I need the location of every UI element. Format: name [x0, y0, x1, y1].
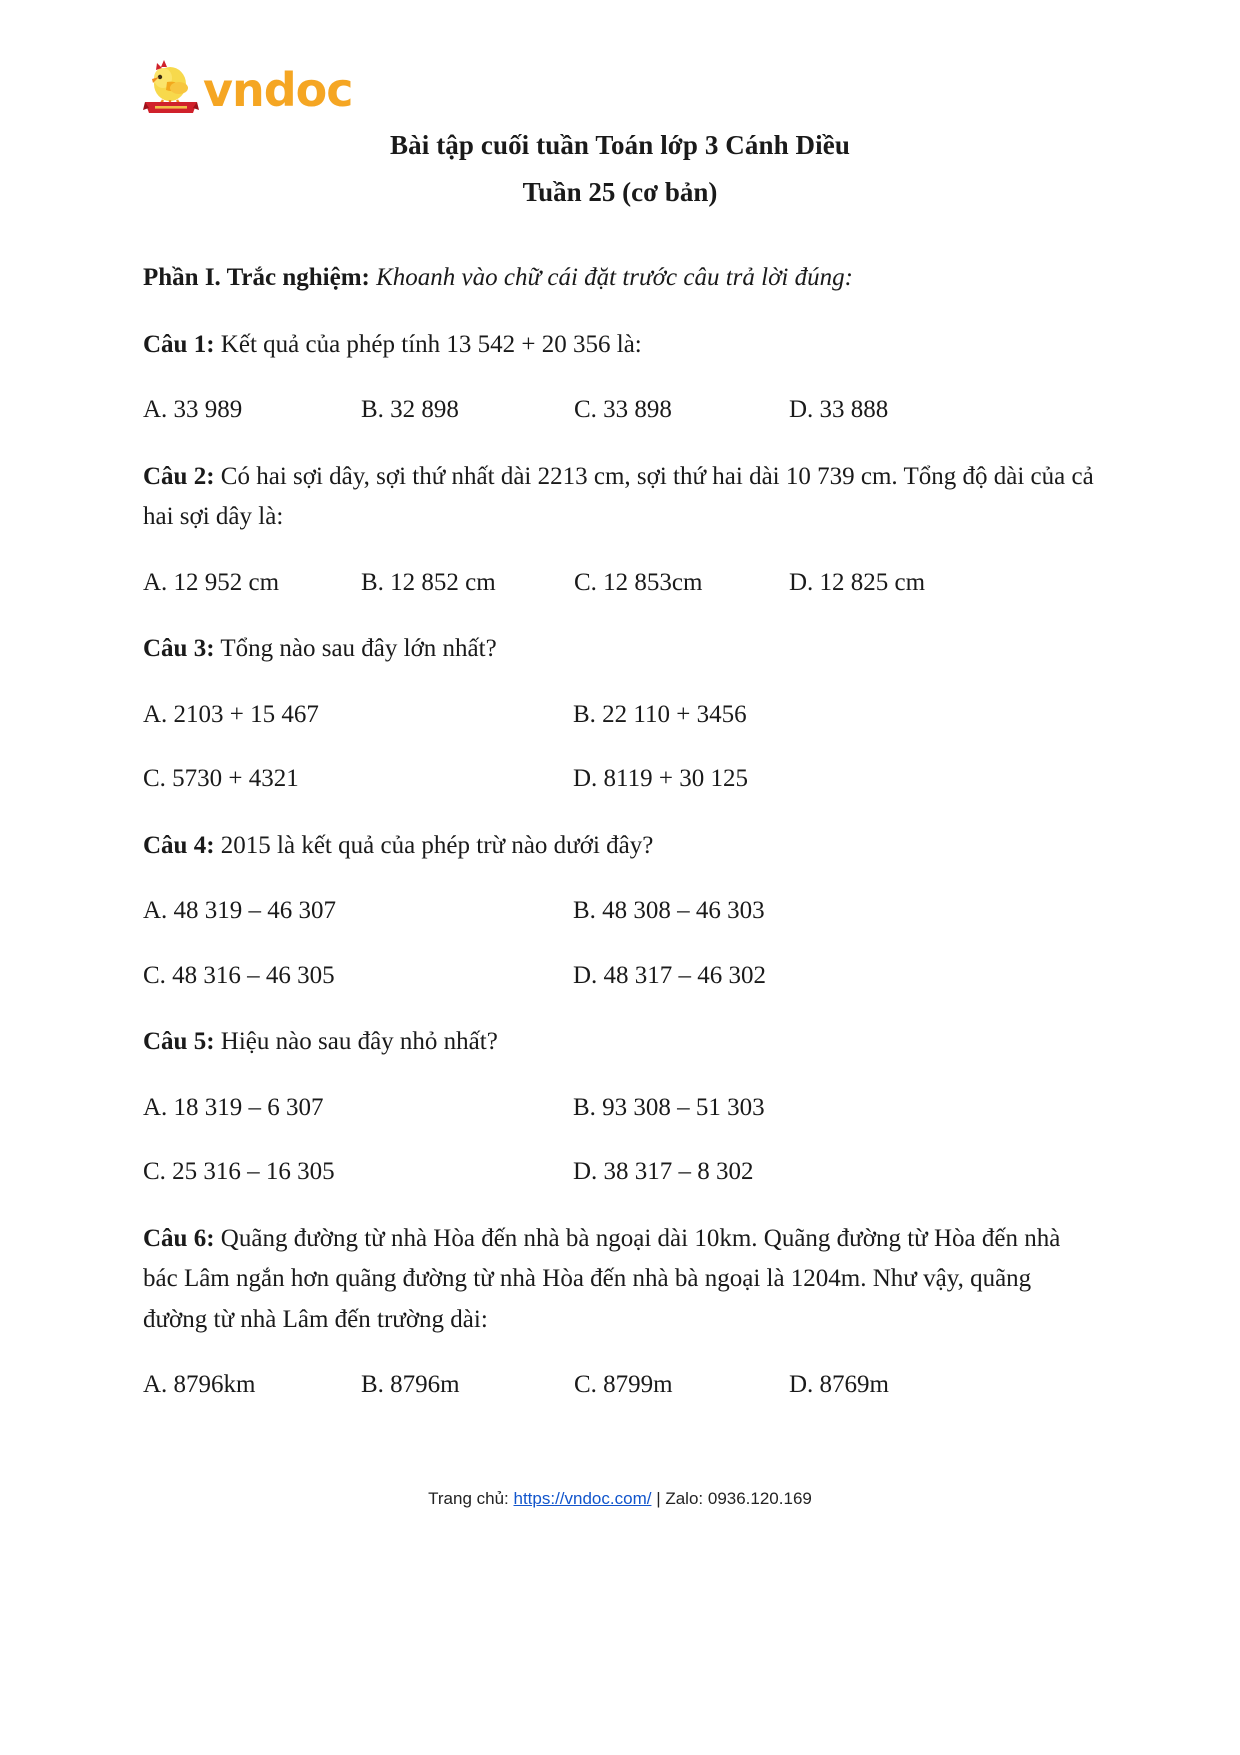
question-3-number: Câu 3:: [143, 635, 215, 662]
question-1: [143, 325, 1098, 429]
question-4-options-row-2: [143, 957, 1098, 995]
question-5-option-b[interactable]: B. 93 308 – 51 303: [573, 1093, 765, 1121]
question-5-options-row-2: [143, 1153, 1098, 1191]
question-3-option-d[interactable]: D. 8119 + 30 125: [573, 765, 748, 792]
question-4-text: [143, 826, 1098, 867]
question-3-options-row-2: [143, 760, 1098, 798]
question-2-number: Câu 2:: [143, 462, 215, 490]
question-6-option-b[interactable]: B. 8796m: [361, 1371, 460, 1398]
question-2-options: [143, 564, 1098, 602]
question-4-options-row-1: [143, 892, 1098, 930]
question-1-option-c[interactable]: C. 33 898: [574, 396, 672, 423]
question-4-body: 2015 là kết quả của phép trừ nào dưới đây?: [214, 831, 654, 859]
question-1-number: Câu 1:: [143, 330, 215, 358]
question-1-text: [143, 325, 1098, 366]
section-heading: [143, 258, 1098, 299]
worksheet-content: [143, 258, 1098, 1432]
question-3: [143, 629, 1098, 798]
question-5-options: [143, 1089, 1098, 1191]
question-5-body: Hiệu nào sau đây nhỏ nhất?: [214, 1028, 498, 1055]
page-subtitle: Tuần 25 (cơ bản): [522, 177, 718, 207]
question-5-option-a[interactable]: A. 18 319 – 6 307: [143, 1093, 324, 1121]
question-3-options: [143, 696, 1098, 798]
question-3-text: [143, 629, 1098, 670]
question-5-number: Câu 5:: [143, 1028, 215, 1055]
question-2-option-d[interactable]: D. 12 825 cm: [789, 568, 926, 596]
question-6: [143, 1219, 1098, 1404]
question-1-body: Kết quả của phép tính 13 542 + 20 356 là:: [214, 330, 642, 358]
footer-home-link[interactable]: https://vndoc.com/: [513, 1489, 652, 1508]
footer-zalo: Zalo: 0936.120.169: [665, 1489, 812, 1508]
page-footer: [0, 1489, 1240, 1509]
question-1-option-a[interactable]: A. 33 989: [143, 396, 243, 423]
question-1-option-b[interactable]: B. 32 898: [361, 396, 459, 423]
question-3-options-row-1: [143, 696, 1098, 734]
question-2-text: [143, 457, 1098, 538]
question-5-option-d[interactable]: D. 38 317 – 8 302: [573, 1158, 754, 1185]
question-4: [143, 826, 1098, 995]
vndoc-logo[interactable]: [143, 56, 353, 118]
question-6-body: Quãng đường từ nhà Hòa đến nhà bà ngoại dài 10km. Quãng đường từ Hòa đến nhà bác Lâm ngắn hơn quãng đường từ nhà Hòa đến nhà bà ngoại là 1204m. Như vậy, quãng đường từ nhà Lâm đến trường dài:: [143, 1224, 1061, 1333]
question-5: [143, 1022, 1098, 1191]
question-5-options-row-1: [143, 1089, 1098, 1127]
footer-separator: |: [656, 1489, 661, 1508]
question-2-option-a[interactable]: A. 12 952 cm: [143, 568, 280, 596]
question-4-option-a[interactable]: A. 48 319 – 46 307: [143, 897, 337, 924]
question-1-option-d[interactable]: D. 33 888: [789, 396, 889, 423]
vndoc-logo-text: vndoc: [203, 63, 353, 117]
question-6-text: [143, 1219, 1098, 1341]
question-1-options: [143, 391, 1098, 429]
question-2-option-c[interactable]: C. 12 853cm: [574, 568, 703, 596]
question-6-options: [143, 1366, 1098, 1404]
question-3-option-b[interactable]: B. 22 110 + 3456: [573, 700, 747, 728]
vndoc-chick-mascot-icon: [143, 58, 199, 116]
page-title: Bài tập cuối tuần Toán lớp 3 Cánh Diều: [390, 130, 850, 160]
question-3-option-a[interactable]: A. 2103 + 15 467: [143, 700, 319, 728]
question-4-option-c[interactable]: C. 48 316 – 46 305: [143, 961, 335, 989]
question-4-option-d[interactable]: D. 48 317 – 46 302: [573, 961, 767, 989]
question-2-option-b[interactable]: B. 12 852 cm: [361, 568, 496, 596]
question-2-body: Có hai sợi dây, sợi thứ nhất dài 2213 cm, sợi thứ hai dài 10 739 cm. Tổng độ dài của cả hai sợi dây là:: [143, 462, 1094, 530]
question-4-options: [143, 892, 1098, 994]
question-6-option-d[interactable]: D. 8769m: [789, 1371, 889, 1398]
section-label: Phần I. Trắc nghiệm:: [143, 264, 370, 291]
footer-home-label: Trang chủ:: [428, 1489, 509, 1508]
question-3-body: Tổng nào sau đây lớn nhất?: [214, 635, 497, 662]
question-6-option-c[interactable]: C. 8799m: [574, 1371, 673, 1398]
question-6-option-a[interactable]: A. 8796km: [143, 1371, 256, 1398]
question-5-option-c[interactable]: C. 25 316 – 16 305: [143, 1158, 335, 1185]
question-4-number: Câu 4:: [143, 831, 215, 859]
question-4-option-b[interactable]: B. 48 308 – 46 303: [573, 897, 765, 924]
question-2: [143, 457, 1098, 602]
question-5-text: [143, 1022, 1098, 1063]
question-6-number: Câu 6:: [143, 1224, 215, 1252]
question-3-option-c[interactable]: C. 5730 + 4321: [143, 765, 299, 792]
section-instruction: Khoanh vào chữ cái đặt trước câu trả lời đúng:: [376, 264, 853, 291]
